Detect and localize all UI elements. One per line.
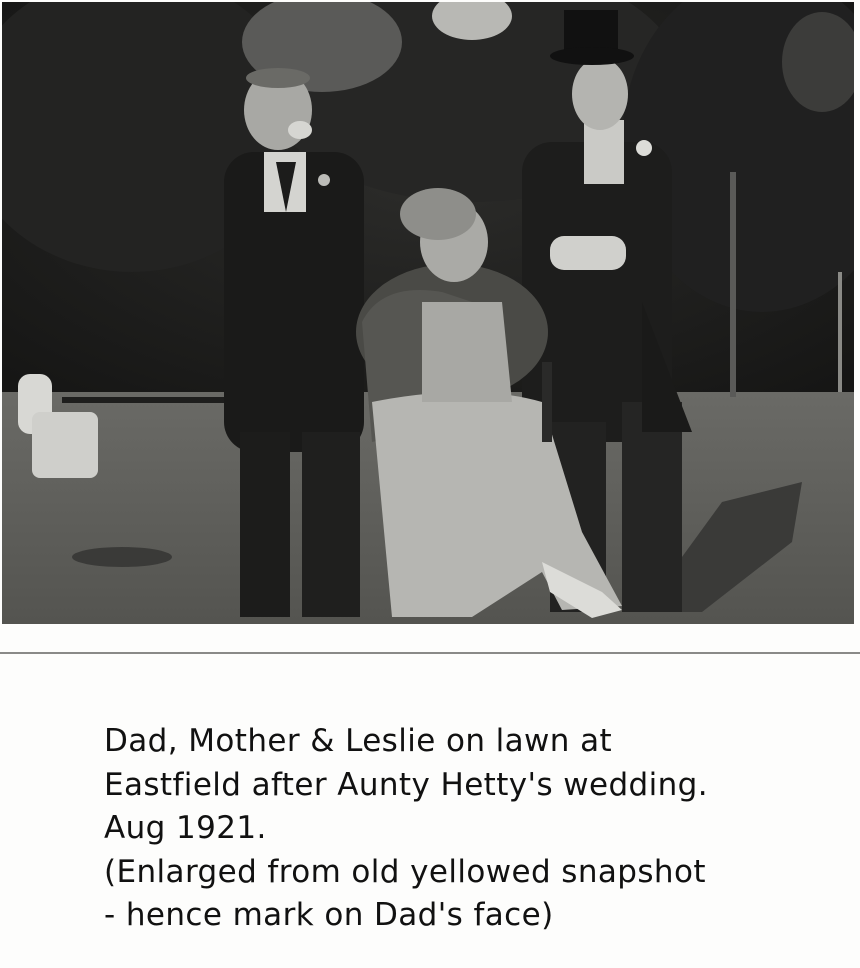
caption-line: Dad, Mother & Leslie on lawn at (104, 723, 613, 759)
caption-line: (Enlarged from old yellowed snapshot (104, 853, 706, 890)
caption-line: Eastfield after Aunty Hetty's wedding. (104, 766, 709, 803)
photograph-illustration (2, 2, 854, 624)
caption-line: - hence mark on Dad's face) (104, 897, 554, 933)
old-photograph (2, 2, 854, 624)
scan-divider-line (0, 652, 860, 654)
photo-caption (104, 720, 844, 938)
caption-line: Aug 1921. (104, 810, 267, 846)
